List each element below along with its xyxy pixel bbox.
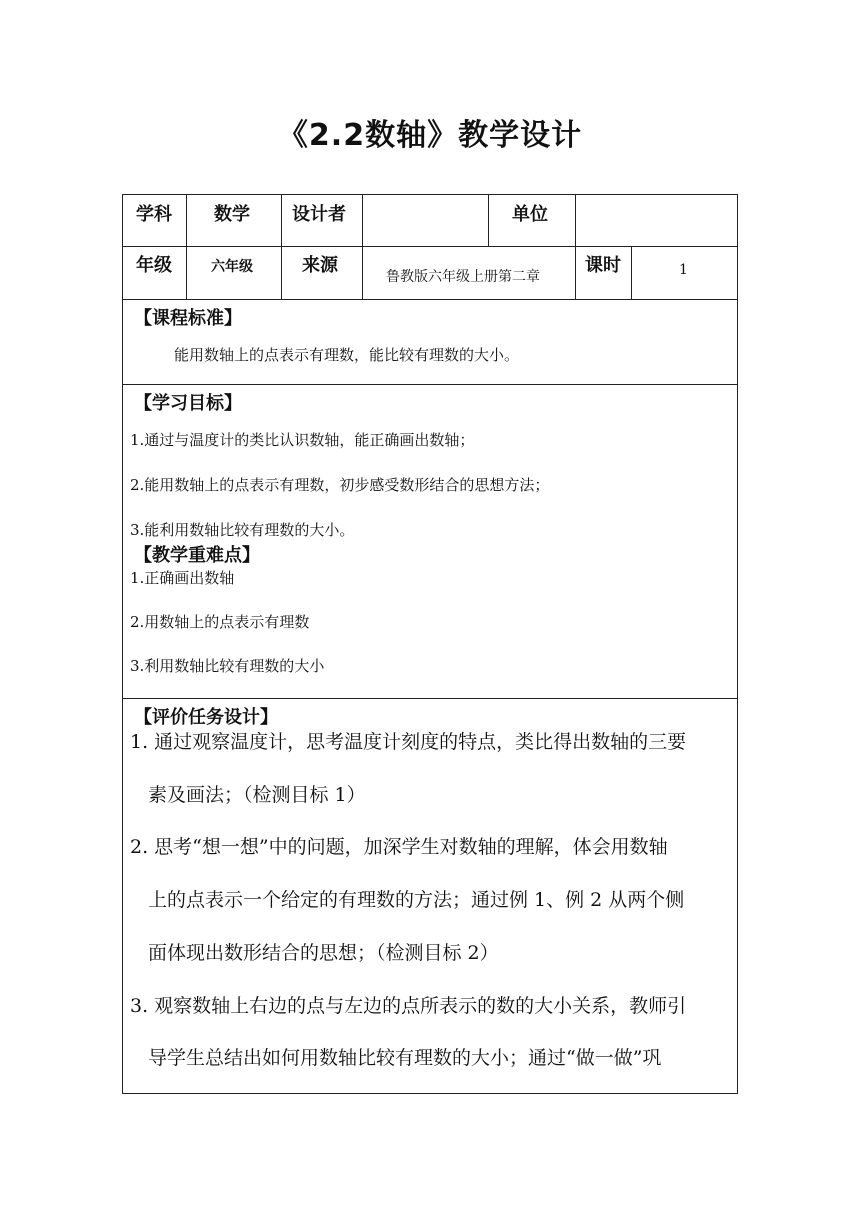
- objective-item: 1.通过与温度计的类比认识数轴，能正确画出数轴；: [130, 431, 475, 449]
- evaluation-line: 上的点表示一个给定的有理数的方法；通过例 1、例 2 从两个侧: [148, 889, 685, 911]
- period-value: 1: [679, 262, 688, 278]
- row-divider: [122, 246, 738, 247]
- document-title: 《2.2数轴》教学设计: [277, 118, 583, 153]
- evaluation-heading: 【评价任务设计】: [134, 707, 278, 728]
- period-label: 课时: [585, 255, 621, 276]
- objectives-heading: 【学习目标】: [134, 393, 242, 414]
- col-divider: [488, 194, 489, 246]
- evaluation-line: 2. 思考“想一想”中的问题，加深学生对数轴的理解，体会用数轴: [130, 836, 668, 858]
- subject-value: 数学: [214, 204, 250, 225]
- evaluation-line: 导学生总结出如何用数轴比较有理数的大小；通过“做一做”巩: [148, 1047, 662, 1069]
- col-divider: [575, 194, 576, 299]
- key-point-item: 3.利用数轴比较有理数的大小: [130, 657, 325, 675]
- key-point-item: 2.用数轴上的点表示有理数: [130, 613, 310, 631]
- grade-value: 六年级: [211, 259, 253, 275]
- col-divider: [631, 246, 632, 299]
- curriculum-text: 能用数轴上的点表示有理数，能比较有理数的大小。: [174, 346, 520, 364]
- objective-item: 3.能利用数轴比较有理数的大小。: [130, 521, 355, 539]
- row-divider: [122, 384, 738, 385]
- designer-label: 设计者: [292, 204, 346, 225]
- col-divider: [281, 194, 282, 299]
- lesson-plan-table: [122, 194, 738, 1094]
- evaluation-line: 面体现出数形结合的思想；（检测目标 2）: [148, 942, 499, 964]
- source-label: 来源: [302, 255, 338, 276]
- evaluation-line: 3. 观察数轴上右边的点与左边的点所表示的数的大小关系，教师引: [130, 995, 687, 1017]
- col-divider: [186, 194, 187, 299]
- objective-item: 2.能用数轴上的点表示有理数，初步感受数形结合的思想方法；: [130, 476, 550, 494]
- evaluation-line: 素及画法；（检测目标 1）: [148, 784, 366, 806]
- table-border-left: [122, 194, 123, 1094]
- row-divider: [122, 698, 738, 699]
- key-points-heading: 【教学重难点】: [134, 545, 260, 566]
- table-border-top: [122, 194, 738, 195]
- key-point-item: 1.正确画出数轴: [130, 569, 235, 587]
- table-border-right: [737, 194, 738, 1094]
- source-value: 鲁教版六年级上册第二章: [386, 269, 540, 285]
- col-divider: [362, 194, 363, 299]
- evaluation-line: 1. 通过观察温度计，思考温度计刻度的特点，类比得出数轴的三要: [130, 731, 687, 753]
- row-divider: [122, 299, 738, 300]
- subject-label: 学科: [136, 204, 172, 225]
- grade-label: 年级: [136, 255, 172, 276]
- unit-label: 单位: [512, 204, 548, 225]
- curriculum-heading: 【课程标准】: [134, 308, 242, 329]
- table-border-bottom: [122, 1093, 738, 1094]
